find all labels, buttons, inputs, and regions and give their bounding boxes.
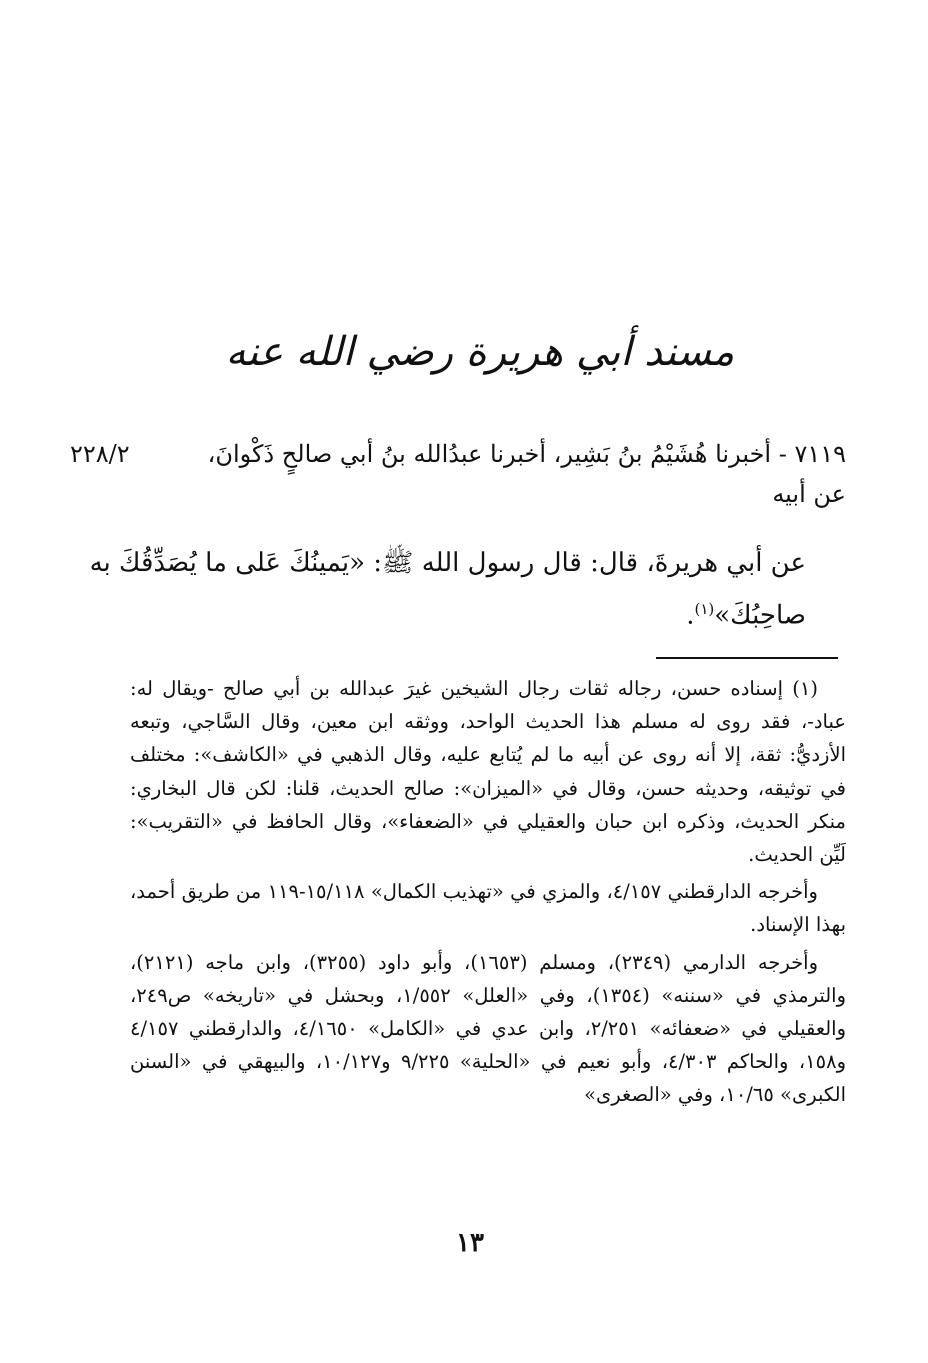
hadith-number-and-isnad: ٧١١٩ - أخبرنا هُشَيْمُ بنُ بَشِير، أخبرنا عبدُالله بنُ أبي صالحٍ ذَكْوانَ،	[207, 440, 846, 468]
matn-text: عن أبي هريرةَ، قال: قال رسول الله ﷺ: «يَمينُكَ عَلى ما يُصَدِّقُكَ به صاحِبُكَ»	[89, 548, 806, 631]
hadith-matn	[70, 540, 846, 639]
isnad-line	[70, 434, 846, 474]
footnote-paragraph: وأخرجه الدارمي (٢٣٤٩)، ومسلم (١٦٥٣)، وأبو داود (٣٢٥٥)، وابن ماجه (٢١٢١)، والترمذي في «سننه» (١٣٥٤)، وفي «العلل» ١/٥٥٢، وبحشل في «تاريخه» ص٢٤٩، والعقيلي في «ضعفائه» ٢/٢٥١، وابن عدي في «الكامل» ٤/١٦٥٠، والدارقطني ٤/١٥٧ و١٥٨، والحاكم ٤/٣٠٣، وأبو نعيم في «الحلية» ٩/٢٢٥ و١٠/١٢٧، والبيهقي في «السنن الكبرى» ١٠/٦٥، وفي «الصغرى»	[130, 950, 847, 1107]
footnote-paragraph: (١) إسناده حسن، رجاله ثقات رجال الشيخين غيرَ عبدالله بن أبي صالح -ويقال له: عباد-، فقد روى له مسلم هذا الحديث الواحد، ووثقه ابن معين، وقال السَّاجي، وتبعه الأزديُّ: ثقة، إلا أنه روى عن أبيه ما لم يُتابع عليه، وقال الذهبي في «الكاشف»: مختلف في توثيقه، وحديثه حسن، وقال في «الميزان»: صالح الحديث، قلنا: لكن قال البخاري: منكر الحديث، وذكره ابن حبان والعقيلي في «الضعفاء»، وقال الحافظ في «التقريب»: لَيِّن الحديث.	[130, 677, 846, 867]
matn-end: .	[686, 600, 695, 631]
footnotes	[130, 672, 846, 1112]
heading-calligraphy: مسند أبي هريرة رضي الله عنه	[225, 329, 735, 375]
footnote-separator	[656, 657, 838, 659]
margin-reference: ٢٢٨/٢	[70, 440, 130, 468]
footnote-marker: (١)	[694, 600, 715, 618]
isnad-end: عن أبيه	[772, 480, 846, 508]
footnote-paragraph: وأخرجه الدارقطني ٤/١٥٧، والمزي في «تهذيب الكمال» ١٥/١١٨-١١٩ من طريق أحمد، بهذا الإسناد.	[130, 880, 846, 937]
section-heading	[225, 322, 735, 382]
hadith-isnad	[70, 434, 846, 514]
page-number: ١٣	[456, 1228, 484, 1258]
